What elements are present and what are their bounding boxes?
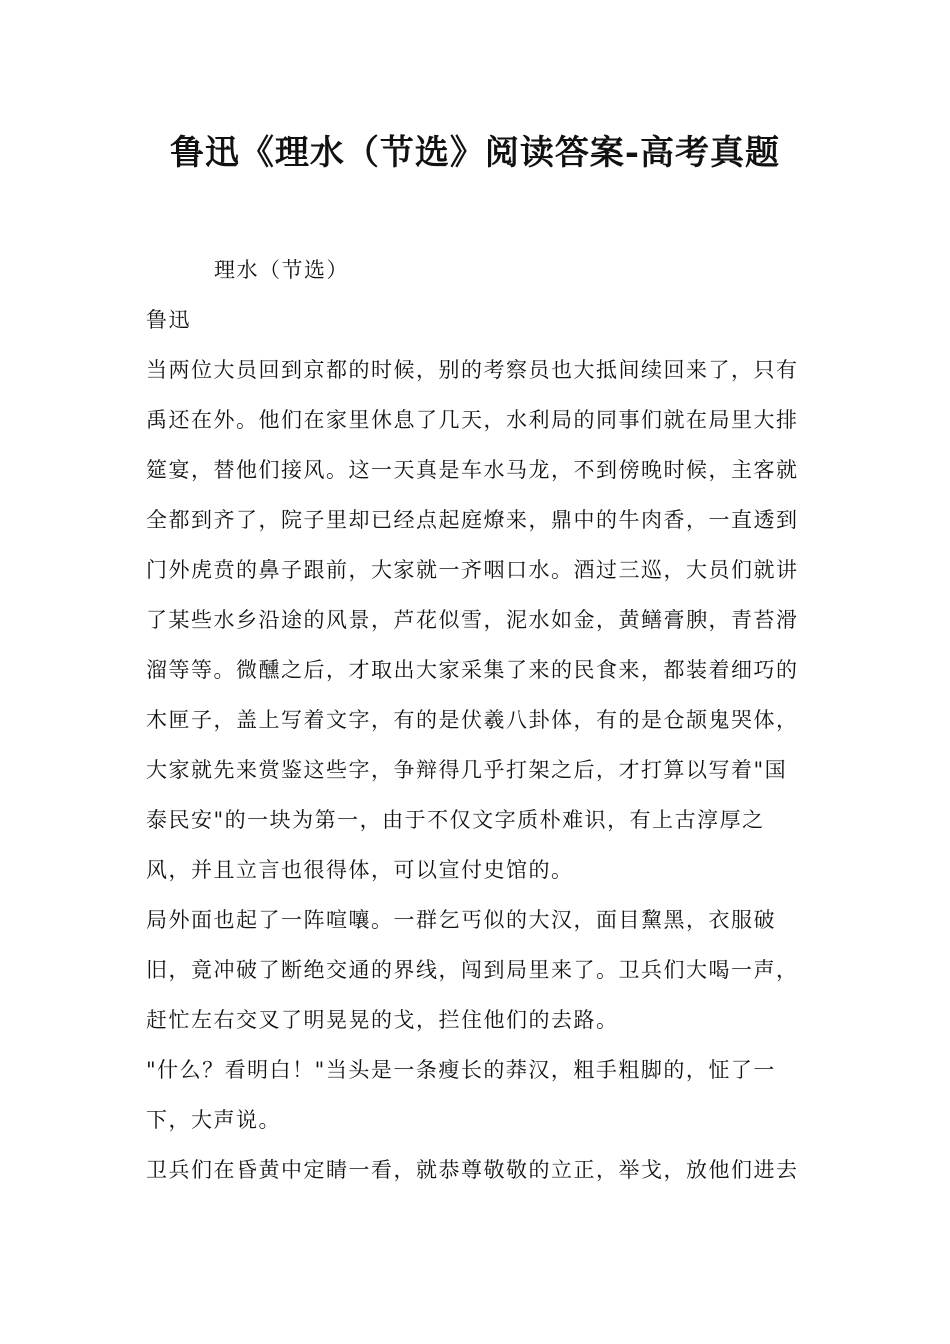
paragraph-3: "什么？看明白！"当头是一条瘦长的莽汉，粗手粗脚的，怔了一下，大声说。	[146, 1058, 776, 1132]
author-name: 鲁迅	[146, 308, 191, 332]
document-body	[146, 245, 806, 1195]
paragraph-1: 当两位大员回到京都的时候，别的考察员也大抵间续回来了，只有禹还在外。他们在家里休息了几天，水利局的同事们就在局里大排筵宴，替他们接风。这一天真是车水马龙，不到傍晚时候，主客就全都到齐了，院子里却已经点起庭燎来，鼎中的牛肉香，一直透到门外虎贲的鼻子跟前，大家就一齐咽口水。酒过三巡，大员们就讲了某些水乡沿途的风景，芦花似雪，泥水如金，黄鳝膏腴，青苔滑溜等等。微醺之后，才取出大家采集了来的民食来，都装着细巧的木匣子，盖上写着文字，有的是伏羲八卦体，有的是仓颉鬼哭体，大家就先来赏鉴这些字，争辩得几乎打架之后，才打算以写着"国泰民安"的一块为第一，由于不仅文字质朴难识，有上古淳厚之风，并且立言也很得体，可以宣付史馆的。	[146, 358, 799, 882]
paragraph-2: 局外面也起了一阵喧嚷。一群乞丐似的大汉，面目黧黑，衣服破旧，竟冲破了断绝交通的界线，闯到局里来了。卫兵们大喝一声，赶忙左右交叉了明晃晃的戈，拦住他们的去路。	[146, 908, 799, 1032]
section-subtitle: 理水（节选）	[214, 258, 349, 282]
document-title: 鲁迅《理水（节选》阅读答案-高考真题	[169, 133, 781, 173]
paragraph-4: 卫兵们在昏黄中定睛一看，就恭尊敬敬的立正，举戈，放他们进去	[146, 1158, 799, 1182]
